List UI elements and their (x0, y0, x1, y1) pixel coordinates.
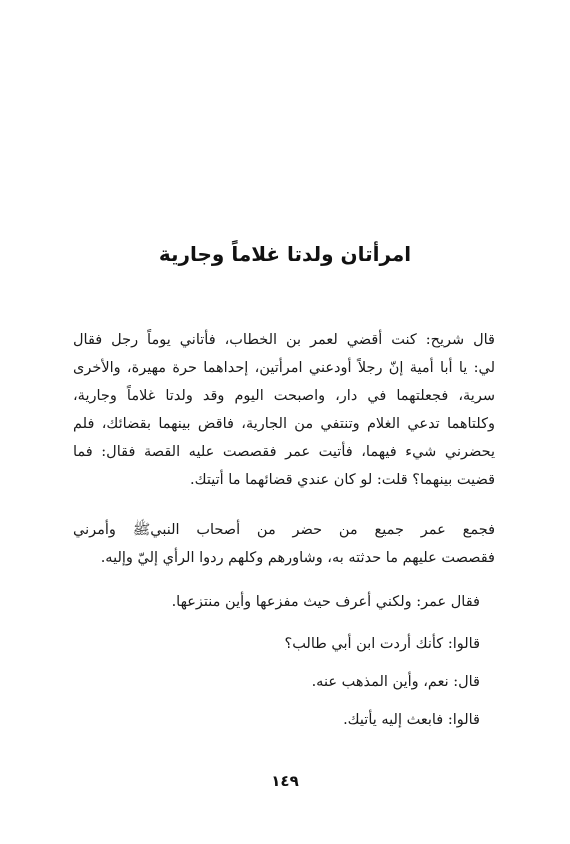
paragraph-1-line-1: قال شريح: كنت أقضي لعمر بن الخطاب، فأتاني يوماً رجل فقال (73, 332, 495, 348)
paragraph-2-line-2: فقصصت عليهم ما حدثته به، وشاورهم وكلهم ردوا الرأي إليّ وإليه. (100, 550, 495, 566)
paragraph-2-line-1: فجمع عمر جميع من حضر من أصحاب النبيﷺ وأمرني (73, 522, 495, 538)
paragraph-1-line-5: يحضرني شيء فيهما، فأتيت عمر فقصصت عليه القصة فقال: فما (73, 444, 495, 460)
chapter-title: امرأتان ولدتا غلاماً وجارية (158, 242, 412, 266)
dialogue-line-they-said-2: قالوا: فابعث إليه يأتيك. (343, 712, 480, 728)
paragraph-1-line-4: وكلتاهما تدعي الغلام وتنتفي من الجارية، فاقض بينهما بقضائك، فلم (73, 416, 495, 432)
dialogue-line-he-said: قال: نعم، وأين المذهب عنه. (311, 674, 480, 690)
paragraph-1-line-6: قضيت بينهما؟ قلت: لو كان عندي قضائهما ما أتيتك. (190, 472, 495, 488)
dialogue-line-umar: فقال عمر: ولكني أعرف حيث مفزعها وأين منتزعها. (171, 594, 480, 610)
page-number: ١٤٩ (271, 772, 299, 790)
paragraph-1-line-3: سرية، فجعلتهما في دار، واصبحت اليوم وقد ولدتا غلاماً وجارية، (73, 388, 495, 404)
paragraph-1-line-2: لي: يا أبا أمية إنّ رجلاً أودعني امرأتين، إحداهما حرة مهيرة، والأخرى (73, 360, 495, 376)
dialogue-line-they-said-1: قالوا: كأنك أردت ابن أبي طالب؟ (284, 636, 480, 652)
